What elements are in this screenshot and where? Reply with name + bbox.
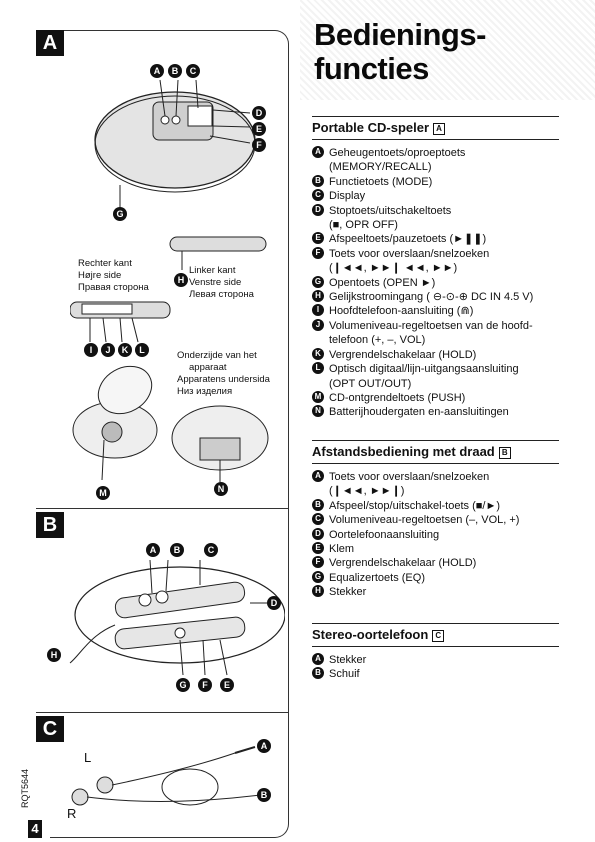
list-item [312,571,562,585]
item-text: Vergrendelschakelaar (HOLD) [329,348,477,361]
item-badge: N [312,405,324,417]
badge-a: A [146,543,160,557]
section-b-divider [36,508,288,509]
item-badge: F [312,247,324,259]
badge-b: B [168,64,182,78]
list-item [312,653,562,667]
section-heading-earphone: Stereo-oortelefoon C [312,623,559,647]
item-text: Batterijhoudergaten en-aansluitingen [329,406,509,419]
caption-underside: Onderzijde van het apparaat Apparatens undersida Низ изделия [177,350,270,397]
item-text: Toets voor overslaan/snelzoeken [329,471,490,483]
item-badge: B [312,499,324,511]
section-c-divider [36,712,288,713]
item-badge: G [312,276,324,288]
item-badge: A [312,146,324,158]
list-item [312,391,562,405]
badge-i: I [84,343,98,357]
section-c-label: C [36,716,64,742]
fig-b-top-badges [146,543,218,557]
badge-m: M [96,486,110,500]
earphone-parts-list [312,653,562,682]
badge-k: K [118,343,132,357]
section-heading-remote: Afstandsbediening met draad B [312,440,559,464]
caption-right-side: Rechter kant Højre side Правая сторона [78,258,149,293]
item-text: Oortelefoonaansluiting [329,528,440,541]
item-badge: I [312,304,324,316]
item-badge: J [312,319,324,331]
list-item [312,667,562,681]
list-item [312,348,562,362]
label-r: R [67,806,77,821]
item-text: Toets voor overslaan/snelzoeken [329,247,490,260]
fig-a-top-badges [150,64,200,78]
item-text: Afspeel/stop/uitschakel-toets (■/►) [329,499,500,512]
item-text: Stekker [329,586,367,599]
item-text: Stoptoets/uitschakeltoets [329,204,452,217]
item-text: Equalizertoets (EQ) [329,571,425,584]
item-text: Stekker [329,654,367,666]
badge-f: F [252,138,266,152]
badge-b: B [257,788,271,802]
list-item [312,189,562,203]
item-text: Optisch digitaal/lijn-uitgangsaansluiting [329,363,519,376]
list-item [312,232,562,246]
list-item [312,499,562,513]
item-text: (■, OPR OFF) [329,219,398,232]
item-text: Volumeniveau-regeltoetsen van de hoofd- [329,319,533,332]
list-item [312,290,562,304]
list-item [312,146,562,175]
item-badge: D [312,204,324,216]
fig-a-bottom-badges [84,343,149,357]
item-text: (❙◄◄, ►►❙ ◄◄, ►►) [329,262,458,275]
item-badge: C [312,513,324,525]
list-item [312,362,562,391]
item-text: Schuif [329,668,360,681]
fig-b-bottom-badges [176,678,234,692]
item-badge: B [312,667,324,679]
list-item [312,542,562,556]
page-title: Bedienings- functies [314,17,486,86]
item-badge: G [312,571,324,583]
item-badge: C [312,189,324,201]
item-badge: H [312,585,324,597]
item-text: Vergrendelschakelaar (HOLD) [329,557,477,570]
heading-box: A [433,123,445,135]
section-heading-portable: Portable CD-speler A [312,116,559,140]
badge-j: J [101,343,115,357]
document-code: RQT5644 [20,768,30,808]
item-badge: A [312,653,324,665]
item-text: Opentoets (OPEN ►) [329,276,436,289]
item-badge: F [312,556,324,568]
remote-illustration [60,545,285,695]
item-text: CD-ontgrendeltoets (PUSH) [329,391,466,404]
badge-d: D [267,596,281,610]
badge-d: D [252,106,266,120]
list-item [312,175,562,189]
list-item [312,528,562,542]
list-item [312,556,562,570]
item-text: Volumeniveau-regeltoetsen (–, VOL, +) [329,514,520,527]
item-badge: L [312,362,324,374]
badge-h: H [174,273,188,287]
list-item [312,470,562,499]
heading-box: B [499,447,511,459]
item-text: Hoofdtelefoon-aansluiting (⋒) [329,305,474,318]
list-item [312,405,562,419]
list-item [312,319,562,348]
badge-h: H [47,648,61,662]
badge-e: E [252,122,266,136]
badge-f: F [198,678,212,692]
item-text: (MEMORY/RECALL) [329,161,432,174]
item-text: Afspeeltoets/pauzetoets (►❚❚) [329,233,487,246]
item-badge: E [312,232,324,244]
item-badge: H [312,290,324,302]
item-badge: K [312,348,324,360]
badge-b: B [170,543,184,557]
badge-g: G [113,207,127,221]
list-item [312,247,562,276]
badge-a: A [257,739,271,753]
item-text: Functietoets (MODE) [329,175,433,188]
item-text: (❙◄◄, ►►❙) [329,485,405,498]
list-item [312,204,562,233]
item-badge: D [312,528,324,540]
badge-c: C [186,64,200,78]
portable-parts-list [312,146,562,420]
page-number: 4 [28,820,42,838]
label-l: L [84,750,92,765]
list-item [312,585,562,599]
item-text: Geheugentoets/oproeptoets [329,147,466,159]
item-text: Klem [329,543,355,556]
item-badge: A [312,470,324,482]
item-text: Display [329,190,366,203]
badge-a: A [150,64,164,78]
badge-g: G [176,678,190,692]
item-text: Gelijkstroomingang ( ⊖-⊙-⊕ DC IN 4.5 V) [329,291,534,304]
badge-e: E [220,678,234,692]
caption-left-side: Linker kant Venstre side Левая сторона [189,265,254,300]
section-b-label: B [36,512,64,538]
section-a-label: A [36,30,64,56]
item-badge: B [312,175,324,187]
heading-box: C [432,630,444,642]
badge-l: L [135,343,149,357]
badge-c: C [204,543,218,557]
earphone-illustration [60,735,280,830]
item-text: (OPT OUT/OUT) [329,377,412,390]
item-badge: M [312,391,324,403]
item-badge: E [312,542,324,554]
remote-parts-list [312,470,562,600]
item-text: telefoon (+, –, VOL) [329,334,426,347]
list-item [312,276,562,290]
badge-n: N [214,482,228,496]
list-item [312,513,562,527]
list-item [312,304,562,318]
